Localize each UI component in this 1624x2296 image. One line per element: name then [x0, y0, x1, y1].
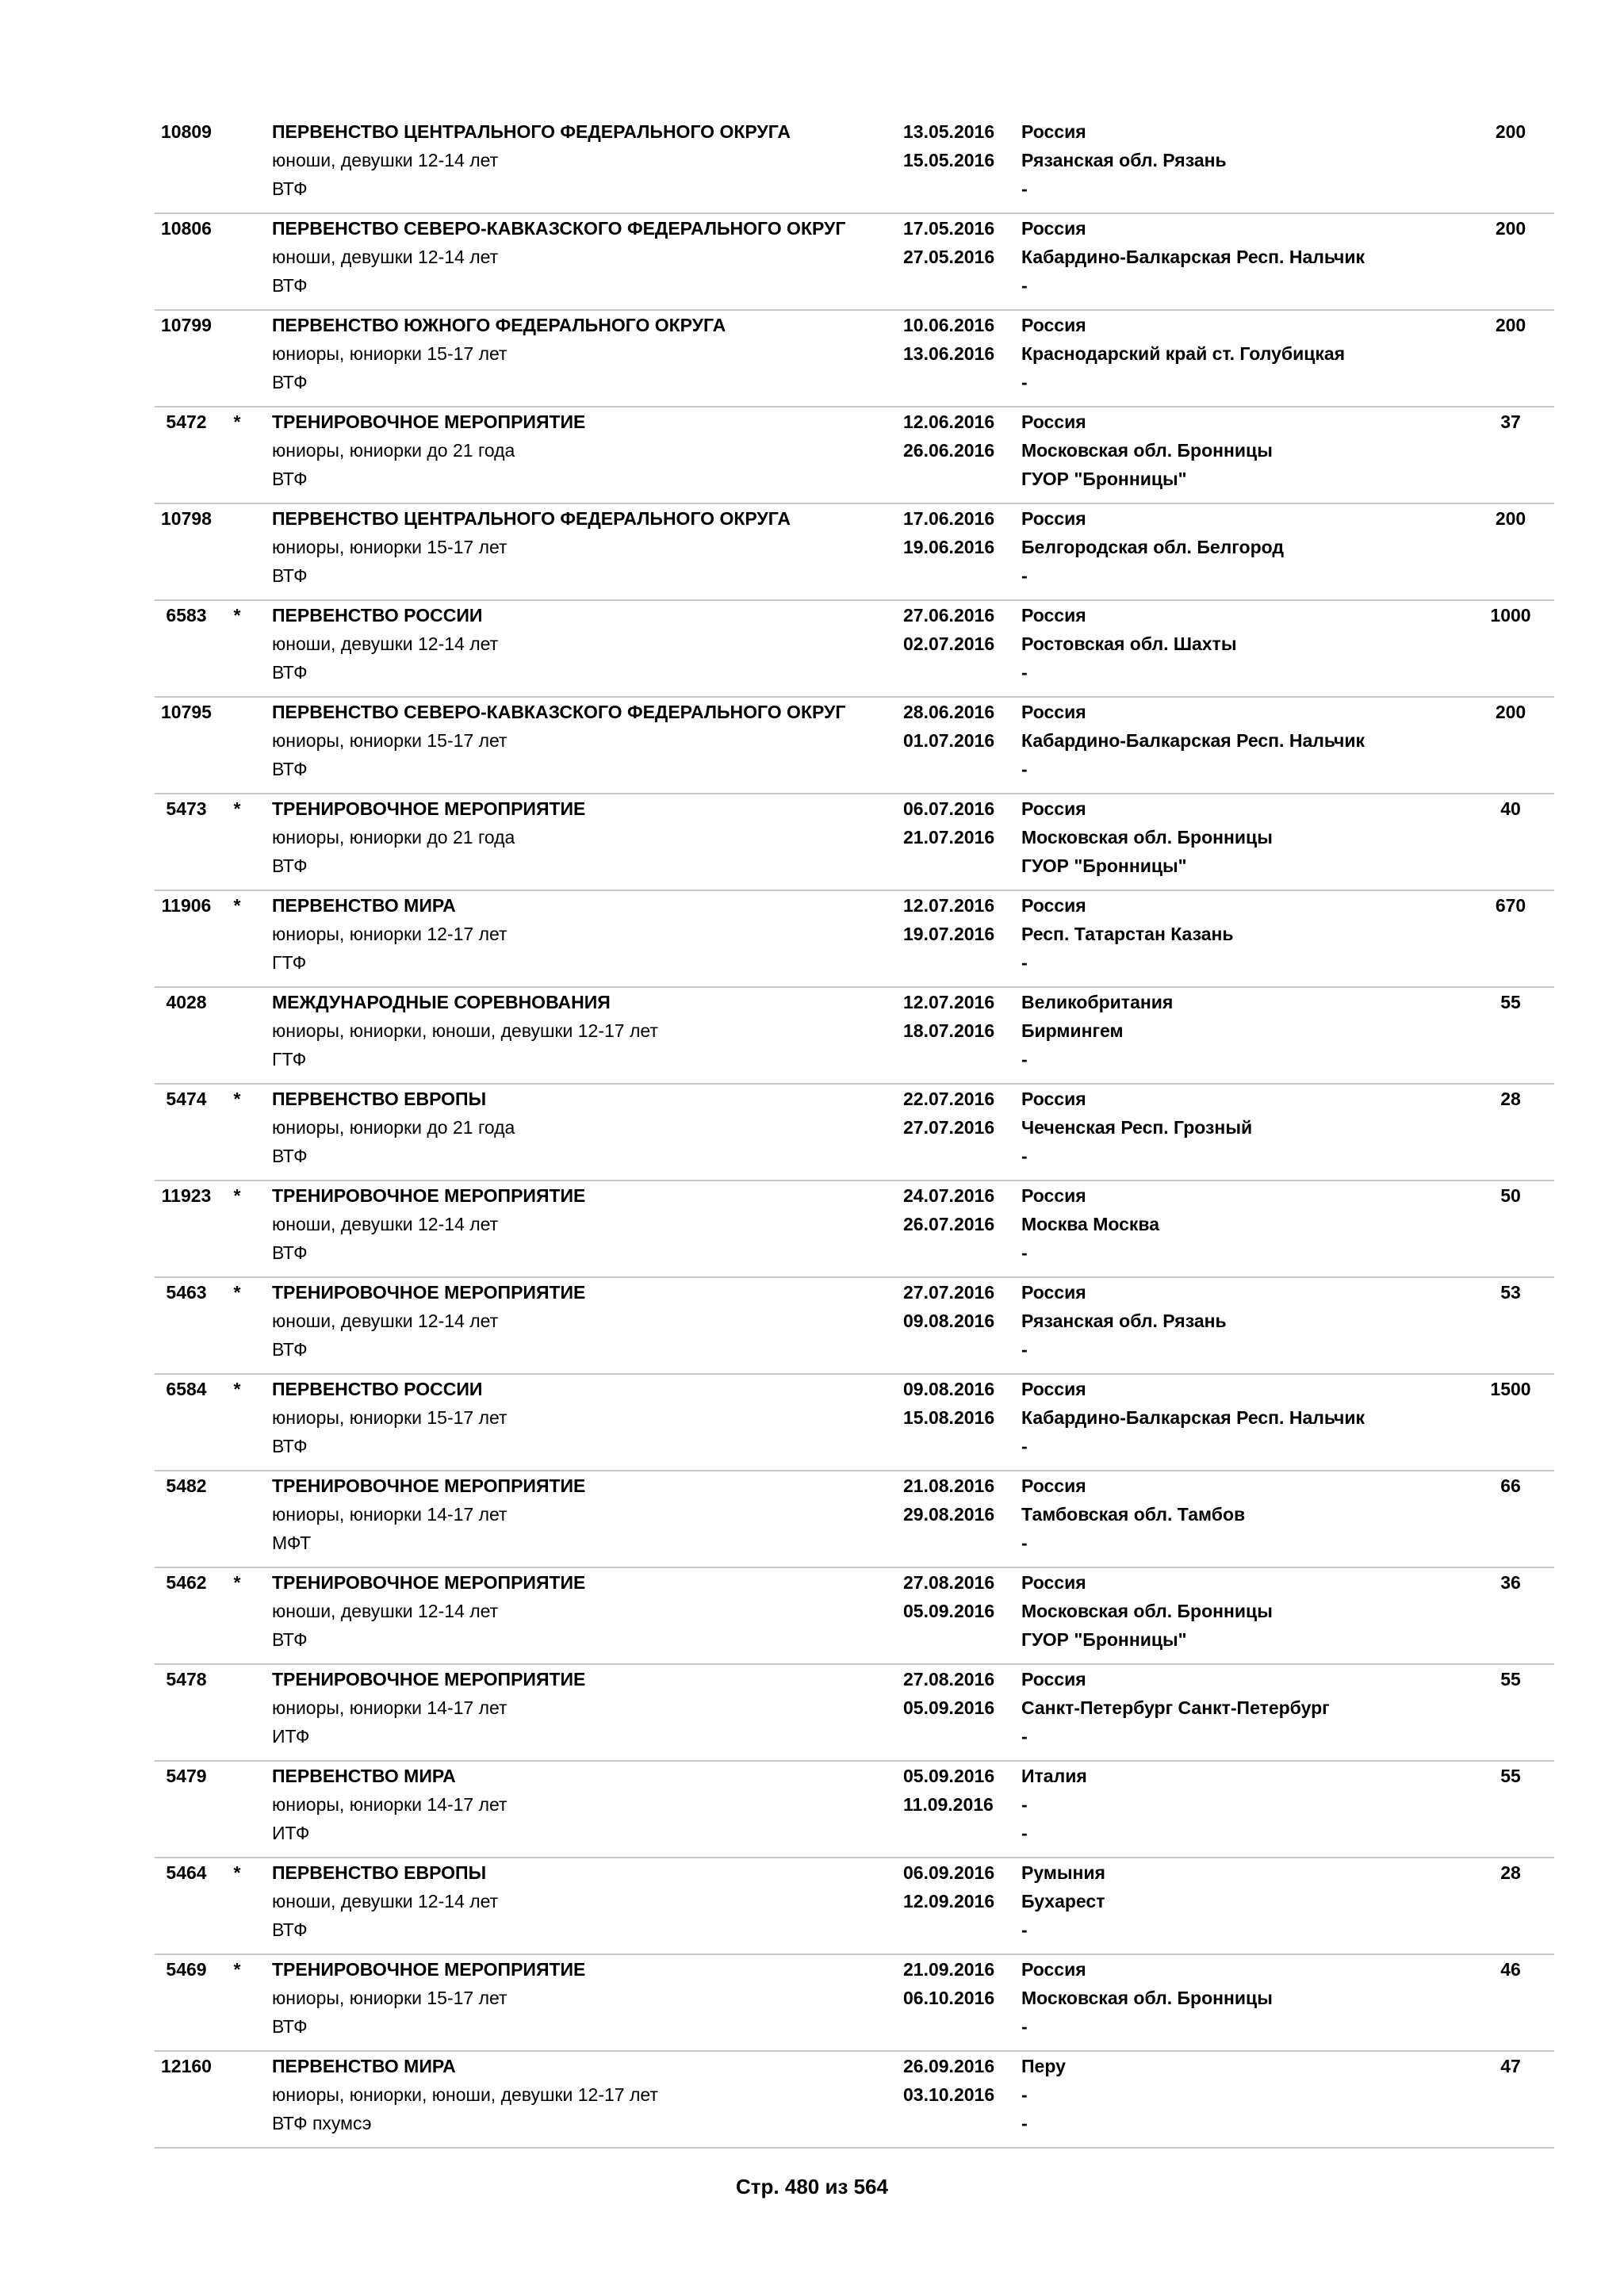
country: Перу	[1021, 2056, 1066, 2076]
start-date: 22.07.2016	[903, 1089, 995, 1109]
end-date: 03.10.2016	[903, 2084, 995, 2105]
participant-count: 1500	[1490, 1379, 1531, 1399]
region-city: Москва Москва	[1021, 1214, 1160, 1234]
country: Россия	[1021, 1282, 1086, 1303]
organization: ВТФ пхумсэ	[272, 2113, 372, 2133]
event-id: 10806	[161, 218, 212, 239]
venue: -	[1021, 1242, 1028, 1263]
venue: -	[1021, 952, 1028, 973]
country: Россия	[1021, 1959, 1086, 1980]
start-date: 12.06.2016	[903, 411, 995, 432]
venue: ГУОР "Бронницы"	[1021, 469, 1187, 489]
star-marker: *	[233, 1572, 241, 1593]
region-city: Кабардино-Балкарская Респ. Нальчик	[1021, 730, 1365, 751]
start-date: 21.09.2016	[903, 1959, 995, 1980]
age-category: юниоры, юниорки 15-17 лет	[272, 537, 508, 557]
star-marker: *	[233, 1379, 241, 1399]
participant-count: 53	[1500, 1282, 1521, 1303]
region-city: Московская обл. Бронницы	[1021, 1988, 1273, 2008]
event-id: 11923	[161, 1185, 212, 1206]
start-date: 27.08.2016	[903, 1572, 995, 1593]
age-category: юноши, девушки 12-14 лет	[272, 247, 499, 267]
country: Великобритания	[1021, 992, 1174, 1012]
region-city: Белгородская обл. Белгород	[1021, 537, 1284, 557]
region-city: Бирмингем	[1021, 1020, 1124, 1041]
venue: -	[1021, 275, 1028, 296]
start-date: 17.05.2016	[903, 218, 995, 239]
event-row	[155, 891, 1554, 988]
event-row	[155, 1278, 1554, 1375]
end-date: 15.05.2016	[903, 150, 995, 170]
region-city: Краснодарский край ст. Голубицкая	[1021, 343, 1346, 364]
participant-count: 55	[1500, 992, 1521, 1012]
organization: ВТФ	[272, 759, 308, 779]
end-date: 09.08.2016	[903, 1311, 995, 1331]
age-category: юноши, девушки 12-14 лет	[272, 1214, 499, 1234]
star-marker: *	[233, 1185, 241, 1206]
event-row	[155, 601, 1554, 698]
region-city: Кабардино-Балкарская Респ. Нальчик	[1021, 1407, 1365, 1428]
start-date: 27.08.2016	[903, 1669, 995, 1689]
age-category: юниоры, юниорки, юноши, девушки 12-17 лет	[272, 1020, 658, 1041]
organization: МФТ	[272, 1533, 312, 1553]
event-title: ПЕРВЕНСТВО МИРА	[272, 2056, 456, 2076]
participant-count: 200	[1495, 315, 1526, 335]
participant-count: 200	[1495, 121, 1526, 142]
start-date: 21.08.2016	[903, 1475, 995, 1496]
end-date: 18.07.2016	[903, 1020, 995, 1041]
participant-count: 1000	[1490, 605, 1531, 626]
event-row	[155, 504, 1554, 601]
country: Россия	[1021, 895, 1086, 916]
end-date: 27.05.2016	[903, 247, 995, 267]
organization: ВТФ	[272, 2016, 308, 2037]
event-row	[155, 988, 1554, 1085]
organization: ВТФ	[272, 1339, 308, 1360]
event-title: ТРЕНИРОВОЧНОЕ МЕРОПРИЯТИЕ	[272, 1959, 586, 1980]
start-date: 28.06.2016	[903, 702, 995, 722]
page-number: Стр. 480 из 564	[736, 2175, 888, 2198]
region-city: Кабардино-Балкарская Респ. Нальчик	[1021, 247, 1365, 267]
event-title: ПЕРВЕНСТВО ЦЕНТРАЛЬНОГО ФЕДЕРАЛЬНОГО ОКРУГА	[272, 121, 791, 142]
region-city: Респ. Татарстан Казань	[1021, 924, 1234, 944]
event-id: 10799	[161, 315, 212, 335]
participant-count: 47	[1500, 2056, 1521, 2076]
country: Россия	[1021, 605, 1086, 626]
organization: ВТФ	[272, 1919, 308, 1940]
participant-count: 66	[1500, 1475, 1521, 1496]
event-row	[155, 214, 1554, 311]
organization: ГТФ	[272, 1049, 307, 1070]
event-title: ПЕРВЕНСТВО МИРА	[272, 1766, 456, 1786]
event-title: ТРЕНИРОВОЧНОЕ МЕРОПРИЯТИЕ	[272, 1282, 586, 1303]
event-title: ТРЕНИРОВОЧНОЕ МЕРОПРИЯТИЕ	[272, 1669, 586, 1689]
country: Россия	[1021, 121, 1086, 142]
start-date: 13.05.2016	[903, 121, 995, 142]
end-date: 19.07.2016	[903, 924, 995, 944]
venue: -	[1021, 662, 1028, 683]
star-marker: *	[233, 1959, 241, 1980]
country: Россия	[1021, 315, 1086, 335]
age-category: юниоры, юниорки 14-17 лет	[272, 1697, 508, 1718]
event-title: ПЕРВЕНСТВО ЮЖНОГО ФЕДЕРАЛЬНОГО ОКРУГА	[272, 315, 726, 335]
country: Россия	[1021, 508, 1086, 529]
region-city: Бухарест	[1021, 1891, 1105, 1911]
participant-count: 670	[1495, 895, 1526, 916]
venue: -	[1021, 2113, 1028, 2133]
start-date: 26.09.2016	[903, 2056, 995, 2076]
age-category: юниоры, юниорки 14-17 лет	[272, 1794, 508, 1815]
venue: -	[1021, 2016, 1028, 2037]
country: Румыния	[1021, 1862, 1105, 1883]
start-date: 05.09.2016	[903, 1766, 995, 1786]
start-date: 24.07.2016	[903, 1185, 995, 1206]
venue: ГУОР "Бронницы"	[1021, 1629, 1187, 1650]
age-category: юниоры, юниорки до 21 года	[272, 827, 515, 848]
participant-count: 46	[1500, 1959, 1521, 1980]
star-marker: *	[233, 1862, 241, 1883]
event-row	[155, 408, 1554, 504]
participant-count: 55	[1500, 1669, 1521, 1689]
age-category: юниоры, юниорки до 21 года	[272, 440, 515, 461]
venue: -	[1021, 1339, 1028, 1360]
event-title: ПЕРВЕНСТВО РОССИИ	[272, 1379, 483, 1399]
start-date: 06.07.2016	[903, 798, 995, 819]
venue: -	[1021, 759, 1028, 779]
event-title: ПЕРВЕНСТВО СЕВЕРО-КАВКАЗСКОГО ФЕДЕРАЛЬНОГО ОКРУГ	[272, 218, 846, 239]
event-row	[155, 1955, 1554, 2052]
event-row	[155, 117, 1554, 214]
event-id: 5474	[166, 1089, 207, 1109]
end-date: 21.07.2016	[903, 827, 995, 848]
organization: ВТФ	[272, 1146, 308, 1166]
event-title: ПЕРВЕНСТВО МИРА	[272, 895, 456, 916]
event-row	[155, 698, 1554, 794]
organization: ВТФ	[272, 565, 308, 586]
age-category: юниоры, юниорки 15-17 лет	[272, 730, 508, 751]
end-date: 01.07.2016	[903, 730, 995, 751]
participant-count: 37	[1500, 411, 1521, 432]
venue: -	[1021, 1726, 1028, 1747]
end-date: 26.07.2016	[903, 1214, 995, 1234]
end-date: 27.07.2016	[903, 1117, 995, 1138]
event-id: 5472	[166, 411, 207, 432]
event-title: ТРЕНИРОВОЧНОЕ МЕРОПРИЯТИЕ	[272, 1185, 586, 1206]
region-city: Московская обл. Бронницы	[1021, 440, 1273, 461]
event-id: 6584	[166, 1379, 207, 1399]
age-category: юниоры, юниорки, юноши, девушки 12-17 лет	[272, 2084, 658, 2105]
event-title: ТРЕНИРОВОЧНОЕ МЕРОПРИЯТИЕ	[272, 1475, 586, 1496]
event-title: ПЕРВЕНСТВО ЦЕНТРАЛЬНОГО ФЕДЕРАЛЬНОГО ОКРУГА	[272, 508, 791, 529]
organization: ВТФ	[272, 1242, 308, 1263]
participant-count: 200	[1495, 508, 1526, 529]
star-marker: *	[233, 1089, 241, 1109]
organization: ИТФ	[272, 1726, 310, 1747]
event-title: ТРЕНИРОВОЧНОЕ МЕРОПРИЯТИЕ	[272, 411, 586, 432]
end-date: 06.10.2016	[903, 1988, 995, 2008]
age-category: юниоры, юниорки 15-17 лет	[272, 1407, 508, 1428]
venue: -	[1021, 1049, 1028, 1070]
organization: ВТФ	[272, 275, 308, 296]
country: Россия	[1021, 411, 1086, 432]
event-row	[155, 1085, 1554, 1181]
venue: -	[1021, 1146, 1028, 1166]
event-row	[155, 1762, 1554, 1858]
participant-count: 40	[1500, 798, 1521, 819]
event-id: 5463	[166, 1282, 207, 1303]
age-category: юноши, девушки 12-14 лет	[272, 633, 499, 654]
end-date: 12.09.2016	[903, 1891, 995, 1911]
start-date: 27.07.2016	[903, 1282, 995, 1303]
start-date: 09.08.2016	[903, 1379, 995, 1399]
country: Россия	[1021, 218, 1086, 239]
age-category: юноши, девушки 12-14 лет	[272, 1601, 499, 1621]
event-row	[155, 311, 1554, 408]
event-id: 5479	[166, 1766, 207, 1786]
venue: -	[1021, 1436, 1028, 1456]
end-date: 11.09.2016	[903, 1794, 994, 1815]
age-category: юноши, девушки 12-14 лет	[272, 1891, 499, 1911]
event-title: МЕЖДУНАРОДНЫЕ СОРЕВНОВАНИЯ	[272, 992, 611, 1012]
event-id: 5469	[166, 1959, 207, 1980]
venue: -	[1021, 178, 1028, 199]
end-date: 26.06.2016	[903, 440, 995, 461]
event-row	[155, 1665, 1554, 1762]
participant-count: 36	[1500, 1572, 1521, 1593]
start-date: 12.07.2016	[903, 992, 995, 1012]
organization: ВТФ	[272, 1629, 308, 1650]
event-id: 10795	[161, 702, 212, 722]
participant-count: 28	[1500, 1862, 1521, 1883]
region-city: -	[1021, 1794, 1028, 1815]
star-marker: *	[233, 411, 241, 432]
region-city: Московская обл. Бронницы	[1021, 827, 1273, 848]
region-city: Чеченская Респ. Грозный	[1021, 1117, 1253, 1138]
start-date: 06.09.2016	[903, 1862, 995, 1883]
event-row	[155, 1471, 1554, 1568]
event-row	[155, 2052, 1554, 2149]
country: Россия	[1021, 1572, 1086, 1593]
organization: ГТФ	[272, 952, 307, 973]
country: Россия	[1021, 1379, 1086, 1399]
end-date: 19.06.2016	[903, 537, 995, 557]
event-id: 5464	[166, 1862, 207, 1883]
country: Италия	[1021, 1766, 1087, 1786]
star-marker: *	[233, 798, 241, 819]
country: Россия	[1021, 1475, 1086, 1496]
start-date: 10.06.2016	[903, 315, 995, 335]
event-id: 6583	[166, 605, 207, 626]
venue: -	[1021, 1919, 1028, 1940]
event-row	[155, 1858, 1554, 1955]
participant-count: 200	[1495, 702, 1526, 722]
event-id: 10798	[161, 508, 212, 529]
organization: ВТФ	[272, 372, 308, 392]
star-marker: *	[233, 1282, 241, 1303]
event-id: 11906	[161, 895, 212, 916]
age-category: юноши, девушки 12-14 лет	[272, 1311, 499, 1331]
event-title: ТРЕНИРОВОЧНОЕ МЕРОПРИЯТИЕ	[272, 798, 586, 819]
region-city: Ростовская обл. Шахты	[1021, 633, 1237, 654]
region-city: Рязанская обл. Рязань	[1021, 150, 1227, 170]
region-city: Тамбовская обл. Тамбов	[1021, 1504, 1246, 1525]
age-category: юниоры, юниорки 12-17 лет	[272, 924, 508, 944]
participant-count: 28	[1500, 1089, 1521, 1109]
start-date: 12.07.2016	[903, 895, 995, 916]
country: Россия	[1021, 1669, 1086, 1689]
venue: ГУОР "Бронницы"	[1021, 855, 1187, 876]
event-row	[155, 1568, 1554, 1665]
organization: ИТФ	[272, 1823, 310, 1843]
start-date: 27.06.2016	[903, 605, 995, 626]
region-city: -	[1021, 2084, 1028, 2105]
region-city: Московская обл. Бронницы	[1021, 1601, 1273, 1621]
star-marker: *	[233, 895, 241, 916]
organization: ВТФ	[272, 1436, 308, 1456]
event-title: ПЕРВЕНСТВО СЕВЕРО-КАВКАЗСКОГО ФЕДЕРАЛЬНОГО ОКРУГ	[272, 702, 846, 722]
age-category: юниоры, юниорки 15-17 лет	[272, 1988, 508, 2008]
country: Россия	[1021, 798, 1086, 819]
region-city: Санкт-Петербург Санкт-Петербург	[1021, 1697, 1330, 1718]
event-title: ПЕРВЕНСТВО РОССИИ	[272, 605, 483, 626]
participant-count: 55	[1500, 1766, 1521, 1786]
organization: ВТФ	[272, 662, 308, 683]
event-id: 5462	[166, 1572, 207, 1593]
country: Россия	[1021, 702, 1086, 722]
organization: ВТФ	[272, 469, 308, 489]
event-title: ТРЕНИРОВОЧНОЕ МЕРОПРИЯТИЕ	[272, 1572, 586, 1593]
event-id: 4028	[166, 992, 207, 1012]
end-date: 05.09.2016	[903, 1697, 995, 1718]
event-row	[155, 1375, 1554, 1471]
age-category: юниоры, юниорки 14-17 лет	[272, 1504, 508, 1525]
venue: -	[1021, 1533, 1028, 1553]
venue: -	[1021, 565, 1028, 586]
end-date: 13.06.2016	[903, 343, 995, 364]
end-date: 02.07.2016	[903, 633, 995, 654]
age-category: юниоры, юниорки 15-17 лет	[272, 343, 508, 364]
event-id: 12160	[161, 2056, 212, 2076]
end-date: 05.09.2016	[903, 1601, 995, 1621]
country: Россия	[1021, 1089, 1086, 1109]
event-title: ПЕРВЕНСТВО ЕВРОПЫ	[272, 1862, 487, 1883]
venue: -	[1021, 1823, 1028, 1843]
venue: -	[1021, 372, 1028, 392]
start-date: 17.06.2016	[903, 508, 995, 529]
age-category: юниоры, юниорки до 21 года	[272, 1117, 515, 1138]
end-date: 29.08.2016	[903, 1504, 995, 1525]
event-id: 5478	[166, 1669, 207, 1689]
participant-count: 50	[1500, 1185, 1521, 1206]
end-date: 15.08.2016	[903, 1407, 995, 1428]
event-id: 5473	[166, 798, 207, 819]
event-row	[155, 794, 1554, 891]
region-city: Рязанская обл. Рязань	[1021, 1311, 1227, 1331]
event-id: 5482	[166, 1475, 207, 1496]
organization: ВТФ	[272, 178, 308, 199]
event-row	[155, 1181, 1554, 1278]
star-marker: *	[233, 605, 241, 626]
age-category: юноши, девушки 12-14 лет	[272, 150, 499, 170]
participant-count: 200	[1495, 218, 1526, 239]
organization: ВТФ	[272, 855, 308, 876]
event-id: 10809	[161, 121, 212, 142]
event-title: ПЕРВЕНСТВО ЕВРОПЫ	[272, 1089, 487, 1109]
country: Россия	[1021, 1185, 1086, 1206]
